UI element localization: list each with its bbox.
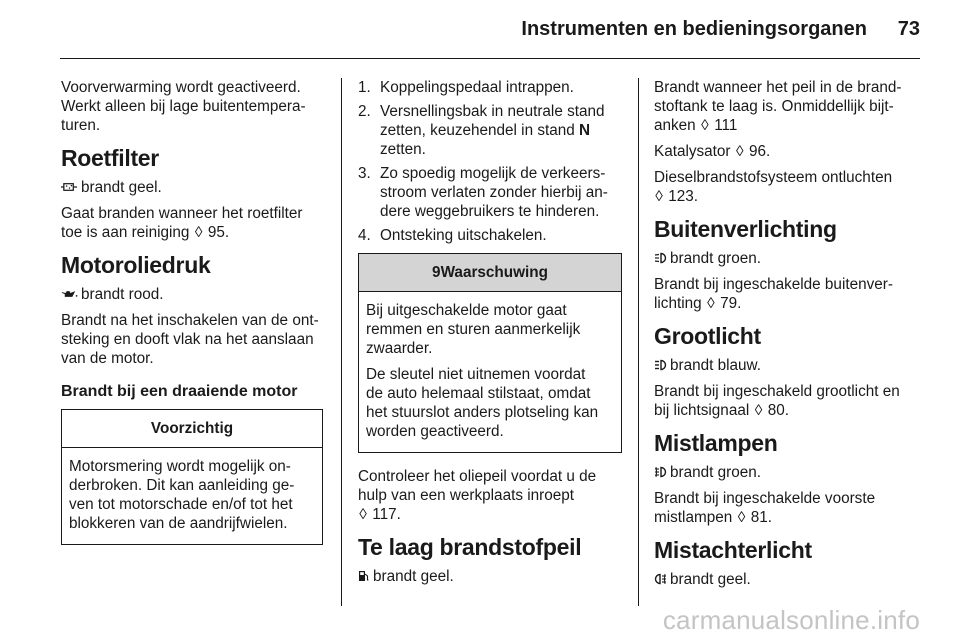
motoroliedruk-text: Brandt na het inschakelen van de ont- steking en dooft vlak na het aanslaan van de motor. <box>61 312 319 367</box>
list-item: 2. Versnellingsbak in neutrale stand zetten, keuzehendel in stand N zetten. <box>358 103 605 158</box>
column-divider <box>341 78 342 606</box>
section-heading-mistachterlicht: Mistachterlicht <box>654 537 812 563</box>
mistlampen-status: brandt groen. <box>654 463 920 482</box>
caution-title: Voorzichtig <box>62 410 322 448</box>
caution-text: Motorsmering wordt mogelijk on- derbroken. Dit kan aanleiding ge- ven tot motorschade en/of tot het blokkeren van de aandrijfwielen. <box>69 458 295 532</box>
section-heading-motoroliedruk: Motoroliedruk <box>61 252 211 278</box>
warning-box <box>358 253 622 453</box>
reference-arrow-icon: ◊ <box>707 295 715 312</box>
reference-arrow-icon: ◊ <box>359 506 367 523</box>
buitenverlichting-text: Brandt bij ingeschakelde buitenver- lichting ◊ 79. <box>654 276 893 312</box>
oil-can-icon <box>61 288 78 300</box>
reference-arrow-icon: ◊ <box>737 509 746 526</box>
fuel-status: brandt geel. <box>358 567 622 586</box>
reference-arrow-icon: ◊ <box>736 143 744 160</box>
warning-text-2: De sleutel niet uitnemen voordat de auto helemaal stilstaat, omdat het stuurslot anders plotseling kan worden geactiveerd. <box>366 366 599 440</box>
section-heading-brandstofpeil: Te laag brandstofpeil <box>358 534 582 560</box>
list-item: 3. Zo spoedig mogelijk de verkeers- stroom verlaten zonder hierbij an- dere weggebruikers te hinderen. <box>358 165 608 220</box>
roetfilter-status: brandt geel. <box>61 178 323 197</box>
exterior-light-icon <box>654 252 667 264</box>
column-1 <box>61 78 323 545</box>
section-heading-mistlampen: Mistlampen <box>654 430 778 456</box>
column-2 <box>358 78 622 593</box>
list-item: 1. Koppelingspedaal intrappen. <box>358 79 574 96</box>
oil-level-text: Controleer het oliepeil voordat u de hulp van een werkplaats inroept ◊ 117. <box>358 468 597 523</box>
caution-box <box>61 409 323 545</box>
column-3 <box>654 78 920 596</box>
list-item: 4. Ontsteking uitschakelen. <box>358 227 547 244</box>
fuel-pump-icon <box>358 570 370 582</box>
grootlicht-text: Brandt bij ingeschakeld grootlicht en bij lichtsignaal ◊ 80. <box>654 383 900 419</box>
mistlampen-text: Brandt bij ingeschakelde voorste mistlampen ◊ 81. <box>654 490 876 526</box>
preheat-text: Voorverwarming wordt geactiveerd. Werkt alleen bij lage buitentempera- turen. <box>61 79 306 134</box>
front-fog-light-icon <box>654 466 667 478</box>
roetfilter-text: Gaat branden wanneer het roetfilter toe is aan reiniging ◊ 95. <box>61 205 303 241</box>
warning-title: 9Waarschuwing <box>359 254 621 292</box>
section-heading-grootlicht: Grootlicht <box>654 323 761 349</box>
column-divider <box>638 78 639 606</box>
reference-arrow-icon: ◊ <box>655 188 663 205</box>
buitenverlichting-status: brandt groen. <box>654 249 920 268</box>
grootlicht-status: brandt blauw. <box>654 356 920 375</box>
warning-text-1: Bij uitgeschakelde motor gaat remmen en sturen aanmerkelijk zwaarder. <box>366 302 581 357</box>
high-beam-icon <box>654 359 667 371</box>
warning-triangle-icon: 9 <box>432 264 441 281</box>
section-heading-roetfilter: Roetfilter <box>61 145 159 171</box>
section-heading-buitenverlichting: Buitenverlichting <box>654 216 837 242</box>
page-number: 73 <box>897 18 920 40</box>
particulate-filter-icon <box>61 181 78 193</box>
header-title: Instrumenten en bedieningsorganen <box>521 18 867 40</box>
mistachterlicht-status: brandt geel. <box>654 570 920 589</box>
steps-list <box>358 78 622 245</box>
rear-fog-light-icon <box>654 573 667 585</box>
diesel-ref: Dieselbrandstofsysteem ontluchten ◊ 123. <box>654 169 893 205</box>
reference-arrow-icon: ◊ <box>194 224 203 241</box>
katalysator-ref: Katalysator ◊ 96. <box>654 143 771 160</box>
motoroliedruk-status: brandt rood. <box>61 285 323 304</box>
reference-arrow-icon: ◊ <box>754 402 763 419</box>
fuel-text: Brandt wanneer het peil in de brand- stoftank te laag is. Onmiddellijk bijt- anken ◊ 111 <box>654 79 902 134</box>
header-divider <box>60 58 920 59</box>
watermark: carmanualsonline.info <box>662 605 920 635</box>
subheading-draaiende-motor: Brandt bij een draaiende motor <box>61 383 298 400</box>
reference-arrow-icon: ◊ <box>701 117 709 134</box>
